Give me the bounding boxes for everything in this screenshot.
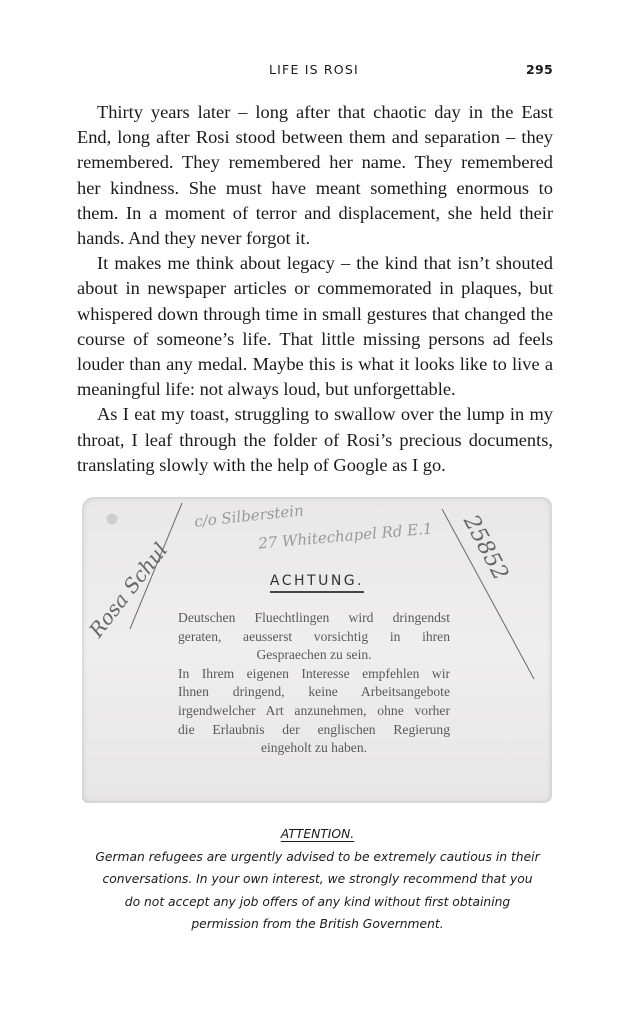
body-text — [77, 100, 553, 478]
caption-line: do not accept any job offers of any kind without first obtaining — [124, 894, 511, 909]
paragraph: As I eat my toast, struggling to swallow over the lump in my throat, I leaf through the folder of Rosi’s precious documents, translating slowly with the help of Google as I go. — [77, 404, 553, 475]
card-line: Gespraechen zu sein. — [256, 647, 372, 663]
card-text — [178, 609, 450, 758]
figure-caption — [77, 823, 558, 936]
caption-line: permission from the British Government. — [191, 917, 444, 931]
card-line: In Ihrem eigenen Interesse empfehlen wir — [178, 665, 450, 681]
caption-title: ATTENTION. — [280, 827, 355, 841]
card-line: Deutschen Fluechtlingen wird dringendst — [178, 610, 450, 625]
handwritten-address-1: c/o Silberstein — [193, 501, 305, 531]
card-line: die Erlaubnis der englischen Regierung — [178, 721, 450, 737]
running-title: LIFE IS ROSI — [269, 62, 359, 77]
handwritten-number: 25852 — [457, 511, 513, 585]
card-line: irgendwelcher Art anzunehmen, ohne vorher — [178, 702, 450, 718]
card-heading: ACHTUNG. — [82, 573, 552, 589]
running-head — [0, 62, 635, 82]
card-line: geraten, aeusserst vorsichtig in ihren — [178, 628, 450, 644]
card-line: eingeholt zu haben. — [260, 740, 368, 756]
caption-line: German refugees are urgently advised to be extremely cautious in their — [95, 849, 540, 864]
handwritten-address-2: 27 Whitechapel Rd E.1 — [257, 519, 434, 553]
handwritten-name: Rosa Schul — [84, 538, 173, 642]
document-photo — [82, 497, 552, 803]
card-line: Ihnen dringend, keine Arbeitsangebote — [178, 684, 450, 700]
paragraph: Thirty years later – long after that chaotic day in the East End, long after Rosi stood between them and separation – they remembered. They remembered her name. They remembered her kindness. She must have meant something enormous to them. In a moment of terror and displacement, she held their hands. And they never forgot it. — [77, 102, 553, 249]
caption-line: conversations. In your own interest, we strongly recommend that you — [102, 872, 533, 886]
paragraph: It makes me think about legacy – the kind that isn’t shouted about in newspaper articles or commemorated in plaques, but whispered down through time in small gestures that changed the course of someone’s life. That little missing persons ad feels louder than any medal. Maybe this is what it looks like to live a meaningful life: not always loud, but unforgettable. — [77, 253, 553, 400]
page-number: 295 — [526, 62, 553, 77]
